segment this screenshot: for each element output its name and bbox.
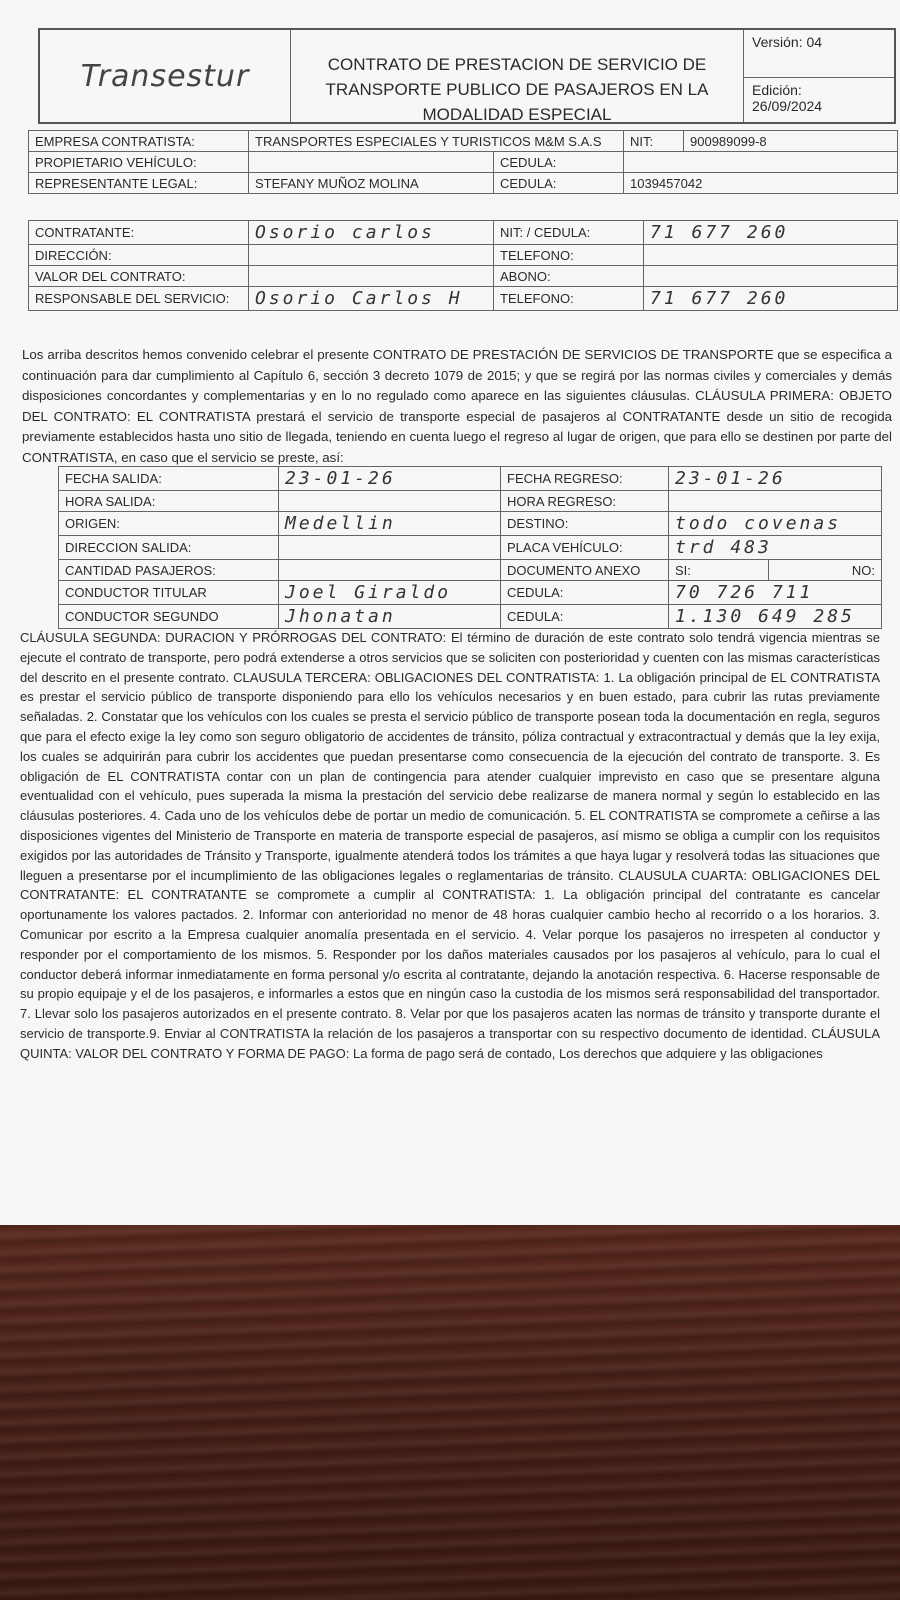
table-row (59, 512, 882, 536)
representante-value: STEFANY MUÑOZ MOLINA (249, 173, 494, 194)
contratista-label: EMPRESA CONTRATISTA: (29, 131, 249, 152)
table-row (29, 221, 898, 245)
responsable-label: RESPONSABLE DEL SERVICIO: (29, 287, 249, 311)
table-row (29, 173, 898, 194)
contratista-value: TRANSPORTES ESPECIALES Y TURISTICOS M&M S.A.S (249, 131, 624, 152)
version-cell (744, 30, 894, 77)
contract-title: CONTRATO DE PRESTACION DE SERVICIO DE TRANSPORTE PUBLICO DE PASAJEROS EN LA MODALIDAD ESPECIAL (291, 30, 744, 122)
nit-cedula-label: NIT: / CEDULA: (494, 221, 644, 245)
placa-label: PLACA VEHÍCULO: (501, 536, 669, 560)
version-value: 04 (806, 34, 823, 50)
propietario-label: PROPIETARIO VEHÍCULO: (29, 152, 249, 173)
documento-label: DOCUMENTO ANEXO (501, 560, 669, 581)
fecha-regreso-value: 23-01-26 (669, 467, 882, 491)
fecha-salida-label: FECHA SALIDA: (59, 467, 279, 491)
nit-value: 900989099-8 (684, 131, 898, 152)
cantidad-value (279, 560, 501, 581)
table-row (59, 605, 882, 629)
viaje-table (58, 466, 882, 629)
cedula-titular-value: 70 726 711 (669, 581, 882, 605)
company-logo: Transestur (40, 30, 291, 122)
placa-value: trd 483 (669, 536, 882, 560)
valor-label: VALOR DEL CONTRATO: (29, 266, 249, 287)
contratante-label: CONTRATANTE: (29, 221, 249, 245)
wooden-table-surface (0, 1225, 900, 1600)
fecha-regreso-label: FECHA REGRESO: (501, 467, 669, 491)
cedula-label: CEDULA: (494, 152, 624, 173)
conductor-segundo-label: CONDUCTOR SEGUNDO (59, 605, 279, 629)
conductor-titular-value: Joel Giraldo (279, 581, 501, 605)
origen-label: ORIGEN: (59, 512, 279, 536)
cedula2-value: 1039457042 (624, 173, 898, 194)
abono-label: ABONO: (494, 266, 644, 287)
nit-label: NIT: (624, 131, 684, 152)
table-row (59, 467, 882, 491)
hora-salida-label: HORA SALIDA: (59, 491, 279, 512)
origen-value: Medellin (279, 512, 501, 536)
cedula-titular-label: CEDULA: (501, 581, 669, 605)
no-label: NO: (769, 560, 882, 581)
telefono-label: TELEFONO: (494, 245, 644, 266)
table-row (59, 581, 882, 605)
contratante-table (28, 220, 898, 311)
edition-value: 26/09/2024 (752, 98, 823, 114)
cedula-segundo-value: 1.130 649 285 (669, 605, 882, 629)
version-box (744, 30, 894, 122)
table-row (59, 491, 882, 512)
table-row (29, 245, 898, 266)
direccion-label: DIRECCIÓN: (29, 245, 249, 266)
empresa-table (28, 130, 898, 194)
table-row (29, 152, 898, 173)
table-row (29, 131, 898, 152)
clauses-paragraph: CLÁUSULA SEGUNDA: DURACION Y PRÓRROGAS DEL CONTRATO: El término de duración de este contrato solo tendrá vigencia mientras se ejecute el contrato de transporte, pero podrá extenderse a otros servicios que se soliciten con posterioridad y cuenten con las mismas características del descrito en el presente contrato. CLAUSULA TERCERA: OBLIGACIONES DEL CONTRATISTA: 1. La obligación principal de EL CONTRATISTA es prestar el servicio público de transporte disponiendo para ello los vehículos necesarios y en buen estado, para cubrir las rutas previamente señaladas. 2. Constatar que los vehículos con los cuales se presta el servicio público de transporte posean toda la documentación en regla, seguros que para el efecto exige la ley como son seguro obligatorio de accidentes de tránsito, póliza contractual y extracontractual y demás que la ley exija, los cuales se adquirirán para cubrir los accidentes que puedan presentarse como consecuencia de la ejecución del contrato de transporte. 3. Es obligación de EL CONTRATISTA contar con un plan de contingencia para atender cualquier imprevisto en caso que se presentare alguna eventualidad con el vehículo, pues superada la misma la prestación del servicio debe realizarse de manera normal y según lo establecido en las cláusulas posteriores. 4. Cada uno de los vehículos debe de portar un medio de comunicación. 5. EL CONTRATISTA se compromete a ceñirse a las disposiciones vigentes del Ministerio de Transporte en materia de transporte especial de pasajeros, así mismo se obliga a cumplir con los requisitos exigidos por las autoridades de Tránsito y Transporte, igualmente atenderá todos los trámites a que haya lugar y resolverá todas las situaciones que lleguen a presentarse por el incumplimiento de las obligaciones legales o reglamentarias de tránsito. CLAUSULA CUARTA: OBLIGACIONES DEL CONTRATANTE: EL CONTRATANTE se compromete a cumplir al CONTRATISTA: 1. La obligación principal del contratante es cancelar oportunamente los valores pactados. 2. Informar con anterioridad no menor de 48 horas cualquier cambio hecho al recorrido o a los horarios. 3. Comunicar por escrito a la Empresa cualquier anomalía presentada en el servicio. 4. Velar porque los pasajeros no irrespeten al conductor y responder por el comportamiento de los mismos. 5. Responder por los daños materiales causados por los pasajeros al vehículo, para lo cual el conductor deberá informar inmediatamente en forma personal y/o escrita al contratante, dejando la anotación respectiva. 6. Hacerse responsable de su propio equipaje y el de los pasajeros, e informarles a estos que en ningún caso la custodia de los mismos será responsabilidad del transportador. 7. Llevar solo los pasajeros autorizados en el presente contrato. 8. Velar por que los pasajeros acaten las normas de tránsito y transporte durante el servicio de transporte.9. Enviar al CONTRATISTA la relación de los pasajeros a transportar con su respectivo documento de identidad. CLÁUSULA QUINTA: VALOR DEL CONTRATO Y FORMA DE PAGO: La forma de pago será de contado, Los derechos que adquiere y las obligaciones (20, 630, 880, 1061)
si-label: SI: (669, 560, 769, 581)
conductor-segundo-value: Jhonatan (279, 605, 501, 629)
conductor-titular-label: CONDUCTOR TITULAR (59, 581, 279, 605)
table-row (59, 560, 882, 581)
telefono2-value: 71 677 260 (644, 287, 898, 311)
valor-value (249, 266, 494, 287)
responsable-value: Osorio Carlos H (249, 287, 494, 311)
fecha-salida-value: 23-01-26 (279, 467, 501, 491)
hora-regreso-label: HORA REGRESO: (501, 491, 669, 512)
table-row (29, 287, 898, 311)
direccion-value (249, 245, 494, 266)
telefono-value (644, 245, 898, 266)
edition-label: Edición: (752, 82, 802, 98)
table-row (59, 536, 882, 560)
cedula2-label: CEDULA: (494, 173, 624, 194)
abono-value (644, 266, 898, 287)
nit-cedula-value: 71 677 260 (644, 221, 898, 245)
cedula-segundo-label: CEDULA: (501, 605, 669, 629)
edition-cell (744, 77, 894, 124)
cedula-value (624, 152, 898, 173)
telefono2-label: TELEFONO: (494, 287, 644, 311)
destino-label: DESTINO: (501, 512, 669, 536)
table-row (29, 266, 898, 287)
hora-salida-value (279, 491, 501, 512)
contract-header (38, 28, 896, 124)
propietario-value (249, 152, 494, 173)
version-label: Versión: (752, 34, 803, 50)
cantidad-label: CANTIDAD PASAJEROS: (59, 560, 279, 581)
hora-regreso-value (669, 491, 882, 512)
intro-paragraph: Los arriba descritos hemos convenido celebrar el presente CONTRATO DE PRESTACIÓN DE SERVICIOS DE TRANSPORTE que se especifica a continuación para dar cumplimiento al Capítulo 6, sección 3 decreto 1079 de 2015; y que se regirá por las normas civiles y comerciales y demás disposiciones concordantes y complementarias y en lo no regulado como aparece en las siguientes cláusulas. CLÁUSULA PRIMERA: OBJETO DEL CONTRATO: EL CONTRATISTA prestará el servicio de transporte especial de pasajeros al CONTRATANTE desde un sitio de recogida previamente establecidos hasta uno sitio de llegada, teniendo en cuenta luego el regreso al lugar de origen, que para ello se destinen por parte del CONTRATISTA, en caso que el servicio se preste, así: (22, 347, 892, 465)
direccion-salida-value (279, 536, 501, 560)
destino-value: todo covenas (669, 512, 882, 536)
direccion-salida-label: DIRECCION SALIDA: (59, 536, 279, 560)
contratante-value: Osorio carlos (249, 221, 494, 245)
representante-label: REPRESENTANTE LEGAL: (29, 173, 249, 194)
